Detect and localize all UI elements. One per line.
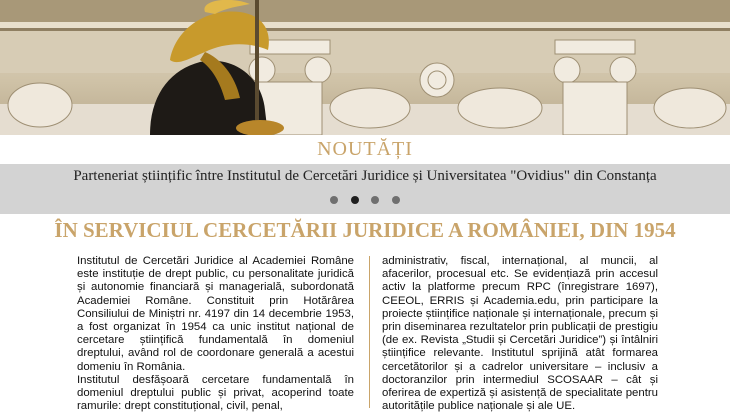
hero-building-image [0,0,730,135]
column-divider [369,256,370,408]
carousel-dot[interactable] [392,196,400,204]
carousel-dot-active[interactable] [351,196,359,204]
carousel-dot[interactable] [330,196,338,204]
news-headline-link[interactable]: Parteneriat științific între Institutul de Cercetări Juridice și Universitatea "Ovidius" din Constanța [73,168,657,184]
intro-column-right [382,255,658,413]
carousel-dots [0,191,730,209]
news-section-title: NOUTĂȚI [317,138,413,160]
main-section-title: ÎN SERVICIUL CERCETĂRII JURIDICE A ROMÂNIEI, DIN 1954 [54,218,676,242]
intro-paragraph: Institutul desfășoară cercetare fundamentală în domeniul dreptului public și privat, acoperind toate ramurile: drept constituțional, civil, penal, [77,373,354,413]
intro-paragraph: Institutul de Cercetări Juridice al Academiei Române este instituție de drept public, cu personalitate juridică și autonomie financiară și managerială, subordonată Academiei Române. Constituit prin Hotărârea Consiliului de Miniștri nr. 4197 din 14 decembrie 1953, a fost organizat în 1954 ca unic institut național de cercetare științifică fundamentală în domeniul dreptului, având rol de coordonare generală a acestui domeniu în România. [77,255,354,373]
hero-banner [0,0,730,135]
intro-column-left [77,255,354,413]
intro-paragraph: administrativ, fiscal, internațional, al muncii, al afacerilor, procesual etc. Se evidențiază prin accesul activ la platforme precum RPC (înregistrare 1697), CEEOL, ERRIS și Academia.edu, prin participare la proiecte științifice naționale și internaționale, precum și prin diseminarea rezultatelor prin publicații de prestigiu (de ex. Revista „Studii și Cercetări Juridice”) și întâlniri științifice relevante. Institutul sprijină atât formarea cercetătorilor și a cadrelor universitare – inclusiv a doctoranzilor prin intermediul SCOSAAR – cât și oferirea de expertiză și asistență de specialitate pentru autoritățile publice naționale și ale UE. [382,255,658,413]
carousel-dot[interactable] [371,196,379,204]
